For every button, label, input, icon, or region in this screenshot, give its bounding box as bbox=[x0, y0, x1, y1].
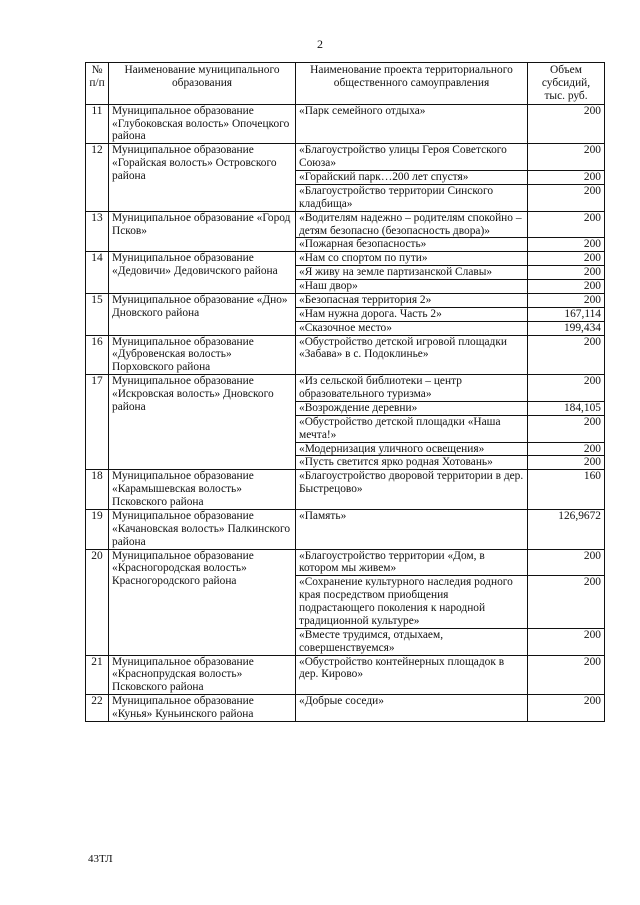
amount-cell: 200 bbox=[528, 171, 605, 185]
row-number: 19 bbox=[86, 509, 109, 549]
amount-cell: 200 bbox=[528, 293, 605, 307]
project-cell: «Обустройство контейнерных площадок в дер. Кирово» bbox=[296, 655, 528, 695]
row-number: 16 bbox=[86, 335, 109, 375]
amount-cell: 200 bbox=[528, 104, 605, 144]
municipality-cell: Муниципальное образование «Красногородская волость» Красногородского района bbox=[109, 549, 296, 655]
table-header-row bbox=[86, 63, 605, 105]
table-row bbox=[86, 104, 605, 144]
table-row bbox=[86, 144, 605, 171]
municipality-cell: Муниципальное образование «Кунья» Куньинского района bbox=[109, 695, 296, 722]
header-municipality: Наименование муниципального образования bbox=[109, 63, 296, 105]
amount-cell: 200 bbox=[528, 280, 605, 294]
project-cell: «Сохранение культурного наследия родного края посредством приобщения подрастающего поколения к народной традиционной культуре» bbox=[296, 576, 528, 629]
amount-cell: 200 bbox=[528, 549, 605, 576]
amount-cell: 200 bbox=[528, 252, 605, 266]
project-cell: «Добрые соседи» bbox=[296, 695, 528, 722]
amount-cell: 160 bbox=[528, 470, 605, 510]
header-project: Наименование проекта территориального общественного самоуправления bbox=[296, 63, 528, 105]
amount-cell: 200 bbox=[528, 456, 605, 470]
row-number: 17 bbox=[86, 375, 109, 470]
amount-cell: 167,114 bbox=[528, 307, 605, 321]
project-cell: «Модернизация уличного освещения» bbox=[296, 442, 528, 456]
project-cell: «Я живу на земле партизанской Славы» bbox=[296, 266, 528, 280]
project-cell: «Парк семейного отдыха» bbox=[296, 104, 528, 144]
row-number: 18 bbox=[86, 470, 109, 510]
table-body bbox=[86, 104, 605, 721]
row-number: 20 bbox=[86, 549, 109, 655]
row-number: 21 bbox=[86, 655, 109, 695]
amount-cell: 200 bbox=[528, 655, 605, 695]
table-row bbox=[86, 335, 605, 375]
project-cell: «Из сельской библиотеки – центр образовательного туризма» bbox=[296, 375, 528, 402]
amount-cell: 200 bbox=[528, 375, 605, 402]
project-cell: «Благоустройство территории «Дом, в котором мы живем» bbox=[296, 549, 528, 576]
municipality-cell: Муниципальное образование «Краснопрудская волость» Псковского района bbox=[109, 655, 296, 695]
table-row bbox=[86, 695, 605, 722]
header-num: № п/п bbox=[86, 63, 109, 105]
amount-cell: 200 bbox=[528, 266, 605, 280]
municipality-cell: Муниципальное образование «Искровская волость» Дновского района bbox=[109, 375, 296, 470]
table-row bbox=[86, 252, 605, 266]
municipality-cell: Муниципальное образование «Дедовичи» Дедовичского района bbox=[109, 252, 296, 294]
project-cell: «Вместе трудимся, отдыхаем, совершенствуемся» bbox=[296, 628, 528, 655]
subsidy-table bbox=[85, 62, 605, 722]
project-cell: «Горайский парк…200 лет спустя» bbox=[296, 171, 528, 185]
amount-cell: 200 bbox=[528, 695, 605, 722]
page-number: 2 bbox=[317, 37, 323, 51]
project-cell: «Пожарная безопасность» bbox=[296, 238, 528, 252]
header-amount: Объем субсидий, тыс. руб. bbox=[528, 63, 605, 105]
table-row bbox=[86, 470, 605, 510]
project-cell: «Благоустройство улицы Героя Советского Союза» bbox=[296, 144, 528, 171]
amount-cell: 200 bbox=[528, 335, 605, 375]
amount-cell: 184,105 bbox=[528, 401, 605, 415]
project-cell: «Благоустройство дворовой территории в дер. Быстрецово» bbox=[296, 470, 528, 510]
project-cell: «Обустройство детской игровой площадки «Забава» в с. Подоклинье» bbox=[296, 335, 528, 375]
municipality-cell: Муниципальное образование «Город Псков» bbox=[109, 211, 296, 252]
project-cell: «Пусть светится ярко родная Хотовань» bbox=[296, 456, 528, 470]
row-number: 22 bbox=[86, 695, 109, 722]
amount-cell: 200 bbox=[528, 415, 605, 442]
table-row bbox=[86, 211, 605, 238]
amount-cell: 200 bbox=[528, 628, 605, 655]
project-cell: «Безопасная территория 2» bbox=[296, 293, 528, 307]
row-number: 14 bbox=[86, 252, 109, 294]
footer-code: 43ТЛ bbox=[88, 853, 113, 865]
table-row bbox=[86, 293, 605, 307]
amount-cell: 200 bbox=[528, 238, 605, 252]
project-cell: «Нам нужна дорога. Часть 2» bbox=[296, 307, 528, 321]
project-cell: «Благоустройство территории Синского кладбища» bbox=[296, 184, 528, 211]
project-cell: «Нам со спортом по пути» bbox=[296, 252, 528, 266]
amount-cell: 199,434 bbox=[528, 321, 605, 335]
table-row bbox=[86, 549, 605, 576]
municipality-cell: Муниципальное образование «Карамышевская волость» Псковского района bbox=[109, 470, 296, 510]
municipality-cell: Муниципальное образование «Горайская волость» Островского района bbox=[109, 144, 296, 211]
amount-cell: 200 bbox=[528, 576, 605, 629]
project-cell: «Наш двор» bbox=[296, 280, 528, 294]
municipality-cell: Муниципальное образование «Дубровенская волость» Порховского района bbox=[109, 335, 296, 375]
row-number: 15 bbox=[86, 293, 109, 335]
row-number: 12 bbox=[86, 144, 109, 211]
project-cell: «Обустройство детской площадки «Наша мечта!» bbox=[296, 415, 528, 442]
municipality-cell: Муниципальное образование «Глубоковская волость» Опочецкого района bbox=[109, 104, 296, 144]
table-row bbox=[86, 655, 605, 695]
amount-cell: 200 bbox=[528, 211, 605, 238]
row-number: 13 bbox=[86, 211, 109, 252]
municipality-cell: Муниципальное образование «Дно» Дновского района bbox=[109, 293, 296, 335]
project-cell: «Водителям надежно – родителям спокойно – детям безопасно (безопасность двора)» bbox=[296, 211, 528, 238]
row-number: 11 bbox=[86, 104, 109, 144]
municipality-cell: Муниципальное образование «Качановская волость» Палкинского района bbox=[109, 509, 296, 549]
table-row bbox=[86, 375, 605, 402]
table-row bbox=[86, 509, 605, 549]
amount-cell: 200 bbox=[528, 442, 605, 456]
amount-cell: 126,9672 bbox=[528, 509, 605, 549]
project-cell: «Память» bbox=[296, 509, 528, 549]
project-cell: «Сказочное место» bbox=[296, 321, 528, 335]
amount-cell: 200 bbox=[528, 144, 605, 171]
project-cell: «Возрождение деревни» bbox=[296, 401, 528, 415]
amount-cell: 200 bbox=[528, 184, 605, 211]
